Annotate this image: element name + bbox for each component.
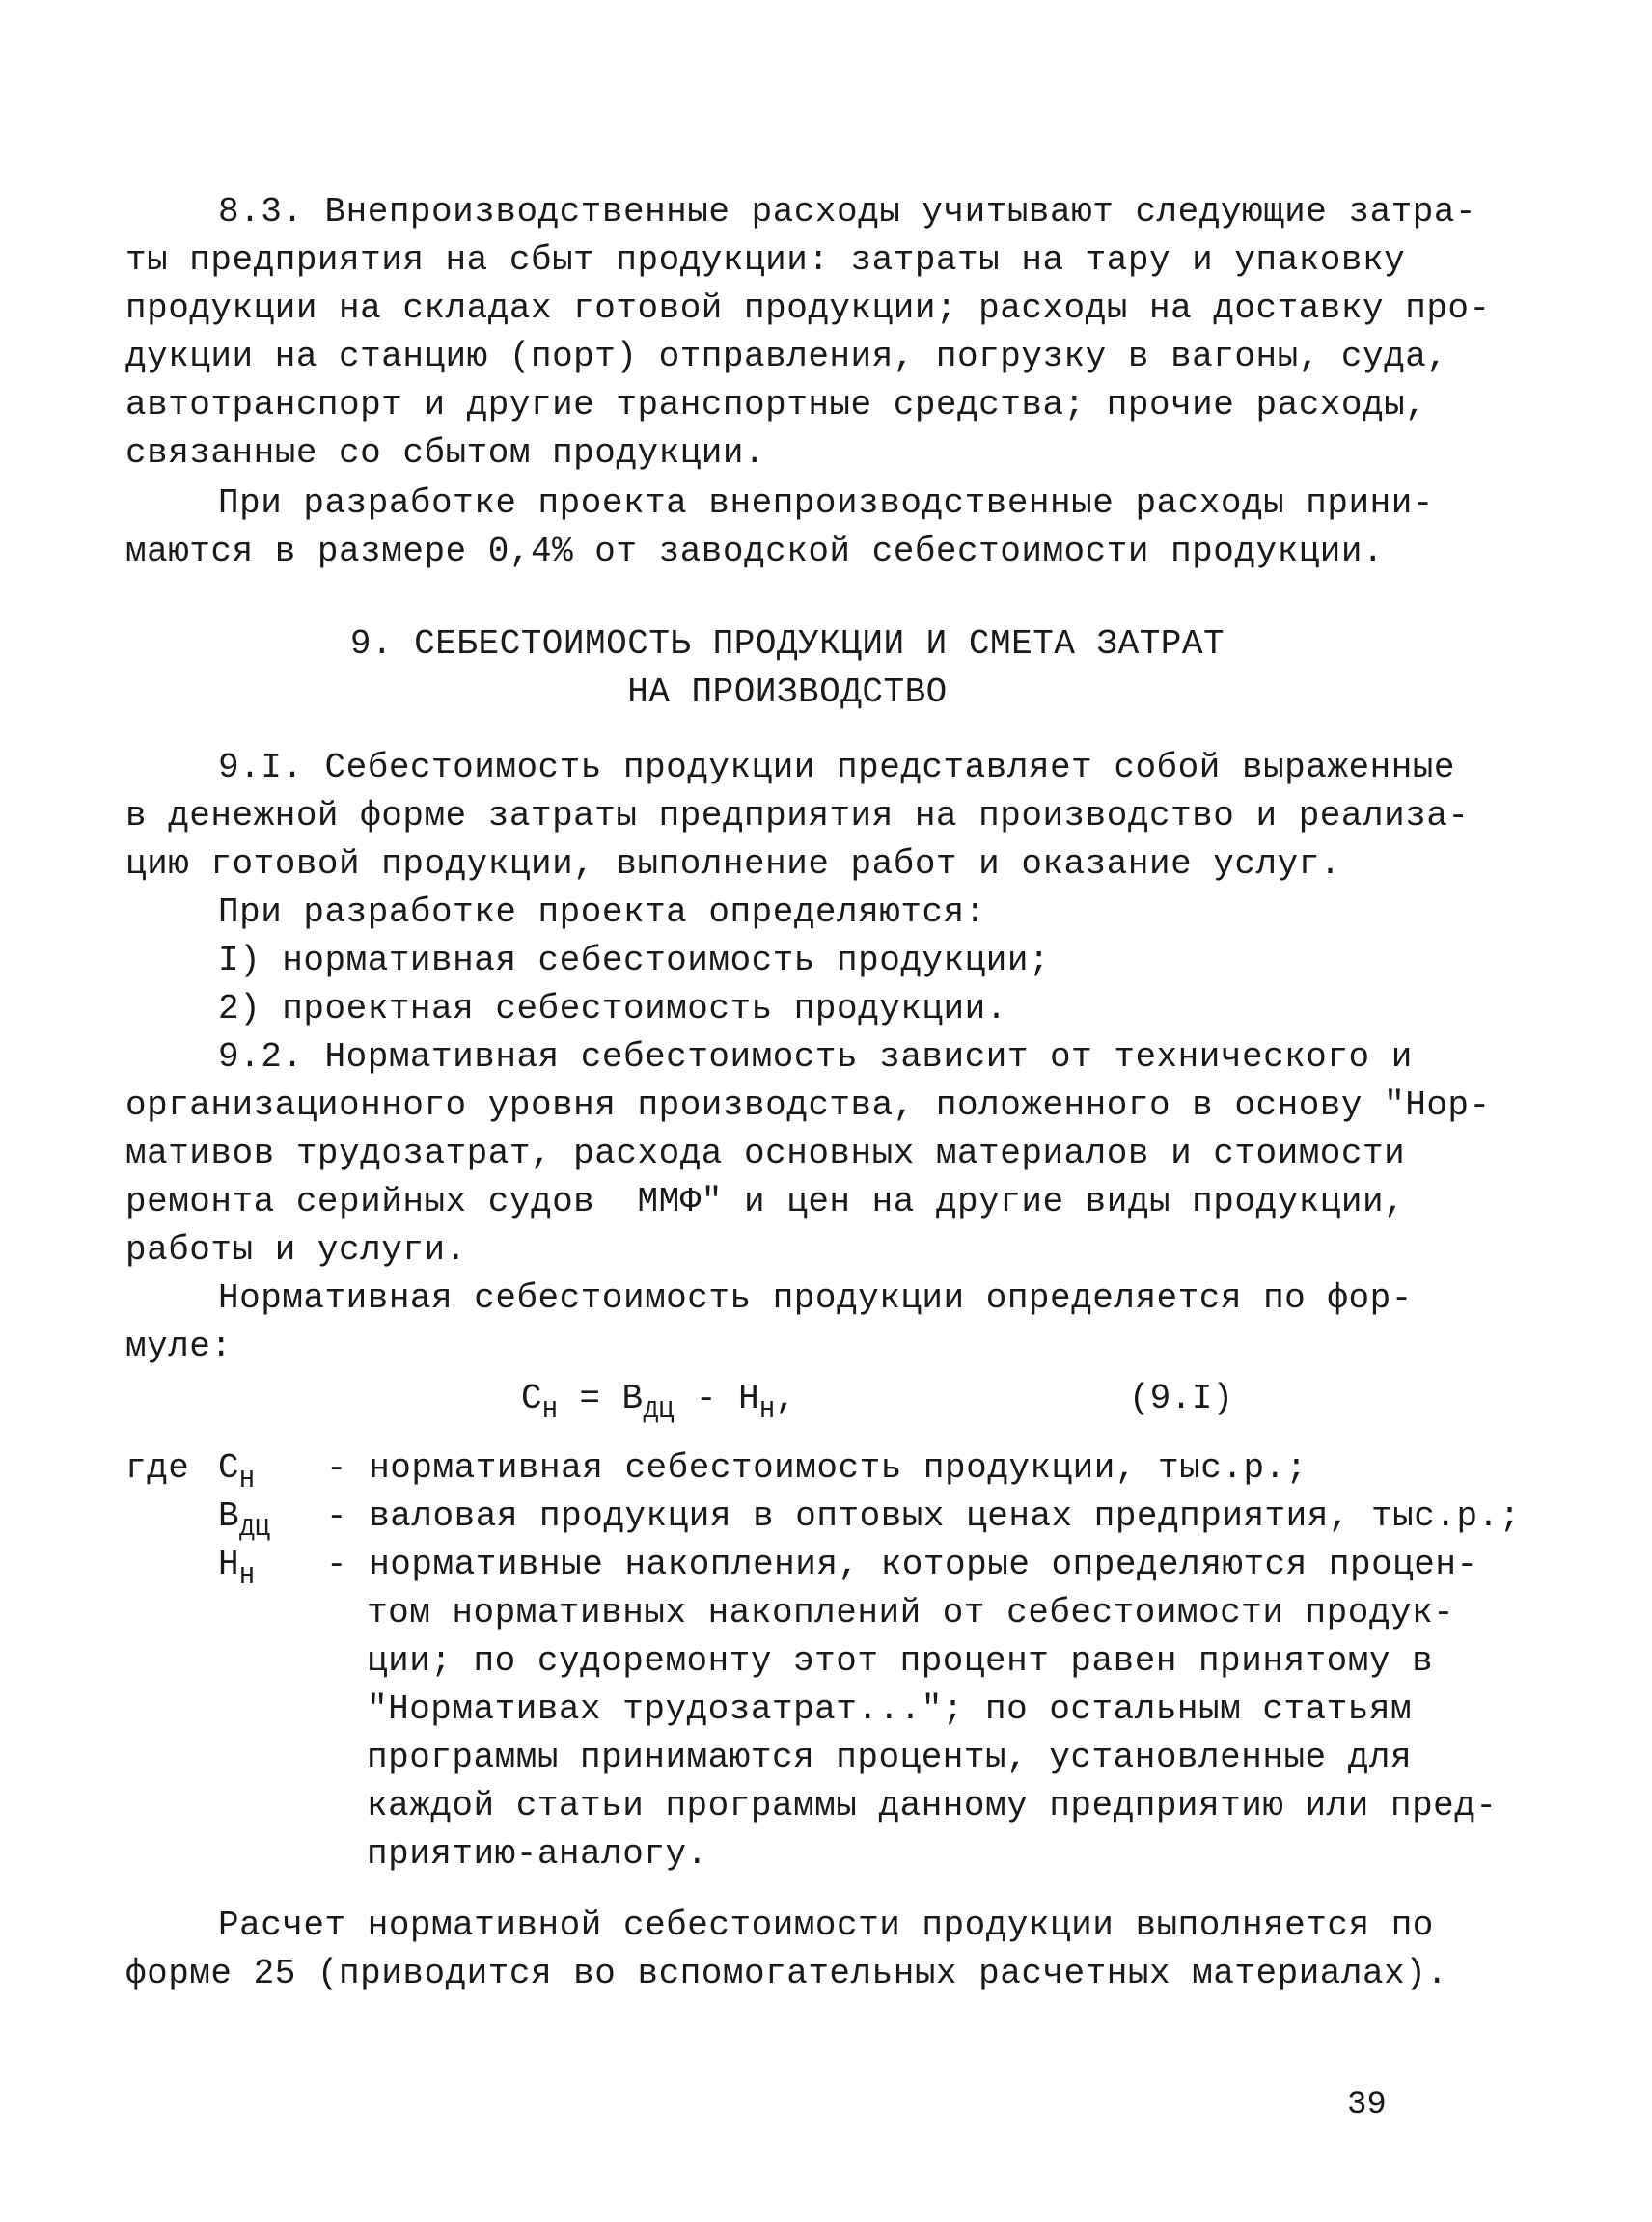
s83-para2-line-2: маются в размере 0,4% от заводской себестоимости продукции.	[125, 532, 1385, 571]
closing-line-1: Расчет нормативной себестоимости продукции выполняется по	[218, 1906, 1434, 1945]
section-9-heading-line-1: 9. СЕБЕСТОИМОСТЬ ПРОДУКЦИИ И СМЕТА ЗАТРАТ	[349, 624, 1225, 664]
formula-eq: =	[558, 1379, 622, 1418]
s92-line-4: ремонта серийных судов ММФ" и цен на другие виды продукции,	[125, 1182, 1406, 1221]
s91-list-item-1: I) нормативная себестоимость продукции;	[218, 941, 1051, 980]
def-c-sym: C	[218, 1448, 240, 1488]
definition-text-h: - нормативные накопления, которые определяются процен-	[326, 1545, 1478, 1584]
definition-symbol-b	[218, 1494, 271, 1543]
formula-b: B	[621, 1379, 644, 1418]
s83-line-5: автотранспорт и другие транспортные средства; прочие расходы,	[125, 385, 1427, 425]
s92-formula-intro-2: муле:	[125, 1327, 233, 1366]
s83-line-3: продукции на складах готовой продукции; расходы на доставку про-	[125, 288, 1491, 328]
page-number: 39	[1347, 2087, 1387, 2124]
def-h-sub: Н	[239, 1562, 256, 1591]
definition-symbol-h	[218, 1542, 256, 1591]
def-b-sub: ДЦ	[239, 1514, 271, 1543]
s91-line-3: цию готовой продукции, выполнение работ и оказание услуг.	[125, 844, 1341, 884]
s92-line-5: работы и услуги.	[125, 1230, 467, 1270]
section-9-heading-line-2: НА ПРОИЗВОДСТВО	[627, 672, 948, 712]
s83-line-1: 8.3. Внепроизводственные расходы учитывают следующие затра-	[218, 192, 1477, 232]
s91-line-1: 9.I. Себестоимость продукции представляет собой выраженные	[218, 748, 1456, 787]
formula-h: H	[738, 1379, 760, 1418]
definition-cont-3: "Нормативах трудозатрат..."; по остальным статьям	[367, 1689, 1413, 1729]
formula-number: (9.I)	[1129, 1379, 1234, 1418]
definition-cont-6: приятию-аналогу.	[367, 1834, 708, 1874]
s91-list-intro: При разработке проекта определяются:	[218, 892, 986, 932]
def-c-sub: Н	[239, 1466, 256, 1495]
s92-formula-intro-1: Нормативная себестоимость продукции определяется по фор-	[218, 1278, 1413, 1318]
s83-line-4: дукции на станцию (порт) отправления, погрузку в вагоны, суда,	[125, 337, 1448, 376]
formula-9-1	[521, 1376, 797, 1425]
definition-symbol-c	[218, 1445, 256, 1495]
s83-line-6: связанные со сбытом продукции.	[125, 433, 766, 473]
formula-b-sub: ДЦ	[643, 1396, 675, 1425]
closing-line-2: форме 25 (приводится во вспомогательных расчетных материалах).	[125, 1954, 1448, 1993]
formula-c-sub: Н	[542, 1396, 559, 1425]
definition-text-c: - нормативная себестоимость продукции, тыс.р.;	[326, 1448, 1308, 1488]
s91-list-item-2: 2) проектная себестоимость продукции.	[218, 989, 1007, 1029]
formula-h-sub: Н	[759, 1396, 776, 1425]
def-h-sym: H	[218, 1545, 240, 1584]
definitions-where: где	[125, 1448, 190, 1488]
s92-line-3: мативов трудозатрат, расхода основных материалов и стоимости	[125, 1134, 1406, 1173]
definition-cont-1: том нормативных накоплений от себестоимости продук-	[367, 1593, 1455, 1632]
definition-text-b: - валовая продукция в оптовых ценах предприятия, тыс.р.;	[326, 1496, 1521, 1536]
s83-para2-line-1: При разработке проекта внепроизводственные расходы прини-	[218, 483, 1434, 523]
definition-cont-4: программы принимаются проценты, установленные для	[367, 1738, 1413, 1777]
s83-line-2: ты предприятия на сбыт продукции: затраты на тару и упаковку	[125, 240, 1406, 280]
s92-line-1: 9.2. Нормативная себестоимость зависит от технического и	[218, 1037, 1413, 1077]
def-b-sym: B	[218, 1496, 240, 1536]
s92-line-2: организационного уровня производства, положенного в основу "Нор-	[125, 1085, 1491, 1125]
formula-tail: ,	[775, 1379, 797, 1418]
formula-c: C	[521, 1379, 543, 1418]
definition-cont-2: ции; по судоремонту этот процент равен принятому в	[367, 1641, 1434, 1681]
definition-cont-5: каждой статьи программы данному предприятию или пред-	[367, 1786, 1498, 1825]
formula-minus: -	[674, 1379, 739, 1418]
s91-line-2: в денежной форме затраты предприятия на производство и реализа-	[125, 796, 1470, 836]
